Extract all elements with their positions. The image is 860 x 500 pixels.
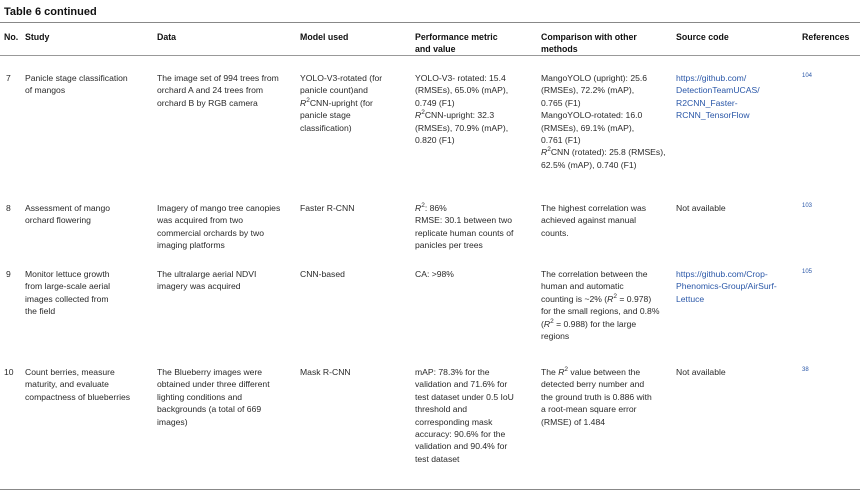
source-link-line[interactable]: R2CNN_Faster- [676, 97, 738, 108]
source-link-line[interactable]: Lettuce [676, 293, 705, 304]
superscript: 2 [421, 109, 425, 117]
superscript: 2 [547, 146, 551, 154]
row-9-study-line: Monitor lettuce growth [25, 269, 110, 279]
row-8-metric-text: : 86% [424, 203, 447, 213]
header-metric-line1: Performance metric [415, 32, 498, 42]
row-10-comparison-line: (RMSE) of 1.484 [541, 416, 605, 427]
row-9-data [157, 268, 256, 293]
row-9-model: CNN-based [300, 269, 345, 279]
row-8-study-line: Assessment of mango [25, 203, 111, 213]
row-7-model-line: YOLO-V3-rotated (for [300, 73, 383, 83]
row-9-study [25, 268, 110, 318]
row-8-comparison [541, 202, 646, 239]
row-10-source: Not available [676, 367, 726, 377]
header-data: Data [157, 32, 177, 42]
row-8-comparison-line: counts. [541, 227, 569, 238]
row-7-metric-line: (RMSEs), 65.0% (mAP), [415, 85, 509, 96]
source-link-line[interactable]: https://github.com/Crop- [676, 269, 768, 279]
row-10-metric-line: validation and 71.6% for [415, 379, 508, 390]
row-9-metric: CA: >98% [415, 269, 454, 279]
row-8-metric [415, 202, 513, 252]
row-7-model-line: classification) [300, 122, 352, 133]
row-10-data [157, 366, 270, 428]
row-7-data [157, 72, 279, 109]
row-8-model: Faster R-CNN [300, 203, 355, 213]
source-link-line[interactable]: DetectionTeamUCAS/ [676, 85, 760, 96]
row-8-data-line: imaging platforms [157, 240, 225, 251]
row-10-comparison-line: a root-mean square error [541, 404, 637, 415]
row-10-metric-line: threshold and [415, 404, 468, 415]
row-9-comparison-text: = 0.978) [617, 293, 652, 304]
row-10-comparison-text: value between the [568, 367, 641, 377]
header-comparison [541, 31, 637, 56]
header-metric [415, 31, 498, 56]
row-10-comparison-line: the ground truth is 0.886 with [541, 391, 652, 402]
row-9-no: 9 [6, 269, 11, 279]
header-references: References [802, 32, 850, 42]
row-7-model-line: panicle stage [300, 110, 351, 121]
row-7-reference[interactable]: 104 [802, 73, 813, 79]
row-10-data-line: backgrounds (a total of 669 [157, 404, 262, 415]
row-9-comparison [541, 268, 659, 342]
row-8-comparison-line: achieved against manual [541, 215, 637, 226]
row-7-comparison-line: 0.765 (F1) [541, 97, 581, 108]
row-7-model-text: CNN-upright (for [309, 97, 373, 108]
top-rule [0, 22, 860, 23]
row-7-comparison-line: 62.5% (mAP), 0.740 (F1) [541, 159, 637, 170]
row-8-data [157, 202, 280, 252]
header-comparison-line1: Comparison with other [541, 32, 637, 42]
row-10-metric-line: test dataset under 0.5 IoU [415, 391, 514, 402]
row-9-comparison-line: human and automatic [541, 281, 624, 292]
row-10-study-line: maturity, and evaluate [25, 379, 109, 390]
superscript: 2 [550, 317, 554, 325]
row-10-reference[interactable]: 38 [802, 367, 809, 373]
row-8-study-line: orchard flowering [25, 215, 91, 226]
row-9-comparison-line: $(R^2 = 0.988)$ for the large [541, 317, 637, 329]
row-9-study-line: the field [25, 306, 56, 317]
row-7-model-line: panicle count)and [300, 85, 368, 96]
row-10-data-line: obtained under three different [157, 379, 270, 390]
bottom-rule [0, 489, 860, 490]
row-8-comparison-line: The highest correlation was [541, 203, 647, 213]
row-9-comparison-line: for the small regions, and 0.8% [541, 306, 660, 317]
row-7-metric-line: 0.820 (F1) [415, 135, 455, 146]
row-7-comparison [541, 72, 665, 171]
row-8-data-line: commercial orchards by two [157, 227, 264, 238]
header-comparison-line2: methods [541, 44, 578, 55]
row-10-metric-line: corresponding mask [415, 416, 493, 427]
header-rule [0, 55, 860, 56]
row-7-study [25, 72, 128, 97]
row-10-comparison-line: detected berry number and [541, 379, 645, 390]
row-10-data-line: The Blueberry images were [157, 367, 263, 377]
row-7-comparison-line: (RMSEs), 69.1% (mAP), [541, 122, 635, 133]
row-8-data-line: Imagery of mango tree canopies [157, 203, 281, 213]
row-10-comparison-text: The [541, 367, 559, 377]
row-7-metric-line: (RMSEs), 70.9% (mAP), [415, 122, 509, 133]
row-10-study-line: Count berries, measure [25, 367, 115, 377]
row-8-metric-line: panicles per trees [415, 240, 483, 251]
superscript: 2 [613, 292, 618, 300]
row-9-reference[interactable]: 105 [802, 269, 813, 275]
row-10-no: 10 [4, 367, 14, 377]
source-link-line[interactable]: Phenomics-Group/AirSurf- [676, 281, 777, 292]
row-7-model-line: $R^2CNN$-upright (for [300, 96, 373, 108]
row-8-study [25, 202, 110, 227]
source-link-line[interactable]: RCNN_TensorFlow [676, 110, 750, 121]
row-10-metric-line: validation and 90.4% for [415, 441, 508, 452]
row-7-study-line: of mangos [25, 85, 66, 96]
row-7-comparison-line: $R^2CNN$ (rotated): 25.8 (RMSEs), [541, 146, 666, 158]
row-7-metric-text: CNN-upright: 32.3 [424, 110, 495, 121]
row-9-source-link[interactable] [676, 268, 777, 305]
row-10-model: Mask R-CNN [300, 367, 351, 377]
row-9-comparison-text: = 0.988) for the large [553, 318, 637, 329]
row-7-data-line: orchard B by RGB camera [157, 97, 258, 108]
row-10-metric-line: test dataset [415, 453, 460, 464]
row-7-comparison-line: (RMSEs), 72.2% (mAP), [541, 85, 635, 96]
row-10-comparison-line: The $R^2$ value between the [541, 366, 641, 377]
header-model: Model used [300, 32, 349, 42]
header-no: No. [4, 32, 19, 42]
row-7-comparison-line: 0.761 (F1) [541, 135, 581, 146]
row-10-metric [415, 366, 514, 465]
header-metric-line2: and value [415, 44, 456, 55]
row-7-metric-line: YOLO-V3- rotated: 15.4 [415, 73, 506, 83]
row-7-comparison-text: CNN (rotated): 25.8 (RMSEs), [550, 147, 666, 158]
source-link-line[interactable]: https://github.com/ [676, 73, 747, 83]
row-9-comparison-line: regions [541, 331, 570, 342]
row-7-metric-line: 0.749 (F1) [415, 97, 455, 108]
header-study: Study [25, 32, 50, 42]
row-7-study-line: Panicle stage classification [25, 73, 128, 83]
row-7-data-line: The image set of 994 trees from [157, 73, 279, 83]
row-7-source-link[interactable] [676, 72, 760, 122]
row-10-metric-line: mAP: 78.3% for the [415, 367, 490, 377]
row-10-data-line: lighting conditions and [157, 391, 243, 402]
row-7-metric [415, 72, 508, 146]
row-7-comparison-line: MangoYOLO-rotated: 16.0 [541, 110, 643, 121]
row-9-data-line: imagery was acquired [157, 281, 241, 292]
row-8-data-line: was acquired from two [157, 215, 243, 226]
row-9-study-line: images collected from [25, 293, 109, 304]
row-7-metric-line: $R^2CNN$-upright: 32.3 [415, 109, 495, 121]
row-7-comparison-line: MangoYOLO (upright): 25.6 [541, 73, 648, 83]
row-9-comparison-line: counting is ~2% $(R^2 = 0.978)$ [541, 292, 652, 304]
row-8-reference[interactable]: 103 [802, 203, 813, 209]
row-9-comparison-text: ( [541, 318, 544, 329]
row-8-metric-line: RMSE: 30.1 between two [415, 215, 512, 226]
row-9-comparison-line: The correlation between the [541, 269, 648, 279]
row-9-data-line: The ultralarge aerial NDVI [157, 269, 257, 279]
row-8-source: Not available [676, 203, 726, 213]
row-10-metric-line: accuracy: 90.6% for the [415, 429, 506, 440]
table-caption: Table 6 continued [4, 6, 97, 18]
superscript: 2 [564, 366, 569, 374]
row-8-metric-line: replicate human counts of [415, 227, 514, 238]
row-9-study-line: from large-scale aerial [25, 281, 111, 292]
header-source: Source code [676, 32, 729, 42]
row-7-no: 7 [6, 73, 11, 83]
superscript: 2 [421, 202, 425, 210]
row-7-data-line: orchard A and 24 trees from [157, 85, 264, 96]
row-8-metric-line: $R^2$: 86% [415, 202, 447, 213]
row-10-data-line: images) [157, 416, 188, 427]
row-10-study-line: compactness of blueberries [25, 391, 131, 402]
row-10-comparison [541, 366, 652, 428]
row-7-model [300, 72, 382, 134]
row-10-study [25, 366, 130, 403]
superscript: 2 [306, 96, 310, 104]
row-8-no: 8 [6, 203, 11, 213]
row-9-comparison-text: counting is ~2% ( [541, 293, 608, 304]
